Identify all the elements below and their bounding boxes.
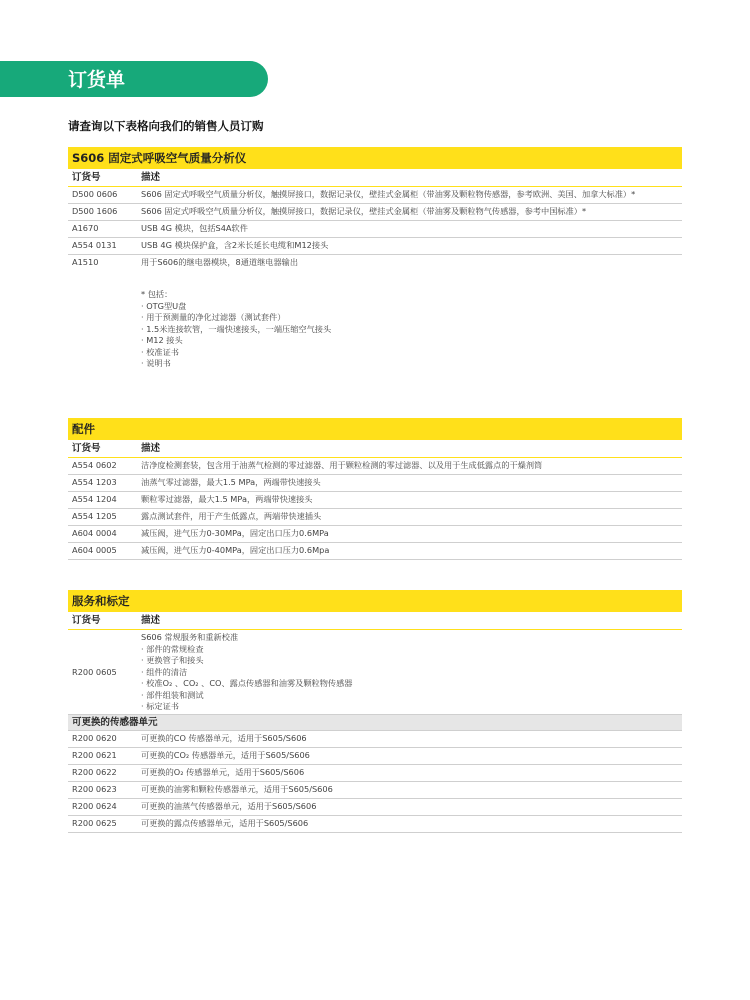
section-accessories — [68, 418, 682, 560]
table-row — [68, 816, 682, 833]
description: 可更换的O₂ 传感器单元，适用于S605/S606 — [141, 766, 305, 777]
order-code: A554 1205 — [72, 511, 117, 521]
description: 减压阀，进气压力0-40MPa，固定出口压力0.6Mpa — [141, 545, 330, 555]
order-code: R200 0623 — [72, 783, 117, 794]
column-description: 描述 — [141, 615, 161, 626]
table-row — [68, 765, 682, 782]
table-row — [68, 458, 682, 475]
service-description — [141, 632, 682, 713]
service-line: S606 常规服务和重新校准 — [141, 632, 239, 642]
description: 可更换的油雾和颗粒传感器单元，适用于S605/S606 — [141, 783, 333, 794]
service-line: · 更换管子和接头 — [141, 655, 204, 665]
column-header — [68, 440, 682, 458]
included-items-note — [68, 289, 682, 370]
note-line: · 1.5米连接软管，一端快速接头，一端压缩空气接头 — [141, 323, 332, 334]
note-line: · OTG型U盘 — [141, 300, 187, 311]
column-header — [68, 612, 682, 630]
column-description: 描述 — [141, 443, 161, 454]
column-code: 订货号 — [72, 443, 101, 454]
note-line: · 说明书 — [141, 358, 171, 368]
column-description: 描述 — [141, 172, 161, 183]
order-code: A554 0131 — [72, 240, 117, 250]
section-title: 服务和标定 — [68, 590, 682, 612]
table-row — [68, 509, 682, 526]
column-code: 订货号 — [72, 615, 101, 626]
description: S606 固定式呼吸空气质量分析仪，触摸屏接口，数据记录仪，壁挂式金属柜（带油雾及颗粒物气传感器，参考中国标准）* — [141, 206, 587, 216]
column-code: 订货号 — [72, 172, 101, 183]
table-row — [68, 731, 682, 748]
table-row — [68, 238, 682, 255]
order-code: A604 0005 — [72, 545, 117, 555]
table-row — [68, 526, 682, 543]
service-line: · 组件的清洁 — [141, 666, 188, 677]
description: 可更换的CO 传感器单元，适用于S605/S606 — [141, 732, 307, 743]
order-code: R200 0605 — [72, 666, 117, 677]
description: USB 4G 模块，包括S4A软件 — [141, 223, 248, 233]
service-line: · 校准O₂ 、CO₂ 、CO、露点传感器和油雾及颗粒物传感器 — [141, 678, 353, 688]
table-row — [68, 630, 682, 715]
table-row — [68, 187, 682, 204]
table-row — [68, 748, 682, 765]
order-code: A554 1204 — [72, 494, 117, 504]
intro-text: 请查询以下表格向我们的销售人员订购 — [68, 119, 264, 133]
description: 减压阀，进气压力0-30MPa，固定出口压力0.6MPa — [141, 528, 329, 538]
description: 可更换的CO₂ 传感器单元，适用于S605/S606 — [141, 749, 310, 760]
note-line: * 包括： — [141, 289, 173, 299]
order-code: A604 0004 — [72, 528, 117, 538]
note-line: · M12 接头 — [141, 335, 183, 345]
column-header — [68, 169, 682, 187]
section-service — [68, 590, 682, 833]
description: 露点测试套件，用于产生低露点，两端带快速插头 — [141, 511, 322, 521]
description: 可更换的油蒸气传感器单元，适用于S605/S606 — [141, 800, 317, 811]
order-code: A554 1203 — [72, 477, 117, 487]
order-code: D500 1606 — [72, 206, 118, 216]
section-title: 配件 — [68, 418, 682, 440]
table-row — [68, 492, 682, 509]
sensor-subheading: 可更换的传感器单元 — [68, 715, 682, 731]
table-row — [68, 255, 682, 271]
table-row — [68, 475, 682, 492]
order-code: R200 0620 — [72, 732, 117, 743]
order-code: R200 0624 — [72, 800, 117, 811]
description: 油蒸气零过滤器，最大1.5 MPa，两端带快速接头 — [141, 477, 321, 487]
table-row — [68, 799, 682, 816]
description: S606 固定式呼吸空气质量分析仪，触摸屏接口，数据记录仪，壁挂式金属柜（带油雾及颗粒物传感器，参考欧洲、美国、加拿大标准）* — [141, 189, 636, 199]
note-line: · 校准证书 — [141, 346, 179, 357]
order-code: R200 0625 — [72, 817, 117, 828]
table-row — [68, 204, 682, 221]
description: USB 4G 模块保护盒，含2米长延长电缆和M12接头 — [141, 240, 329, 250]
table-row — [68, 782, 682, 799]
description: 洁净度检测套装，包含用于油蒸气检测的零过滤器、用于颗粒检测的零过滤器、以及用于生成低露点的干燥剂筒 — [141, 460, 543, 470]
service-line: · 部件的常规检查 — [141, 643, 204, 654]
order-code: R200 0621 — [72, 749, 117, 760]
order-code: D500 0606 — [72, 189, 118, 199]
section-title: S606 固定式呼吸空气质量分析仪 — [68, 147, 682, 169]
service-line: · 部件组装和测试 — [141, 689, 204, 700]
description: 颗粒零过滤器，最大1.5 MPa，两端带快速接头 — [141, 494, 313, 504]
page-title: 订货单 — [68, 69, 126, 91]
description: 可更换的露点传感器单元，适用于S605/S606 — [141, 817, 309, 828]
note-line: · 用于预测量的净化过滤器（测试套件） — [141, 312, 286, 322]
order-code: A554 0602 — [72, 460, 117, 470]
section-analyzer — [68, 147, 682, 370]
order-code: R200 0622 — [72, 766, 117, 777]
table-row — [68, 543, 682, 560]
order-code: A1510 — [72, 257, 99, 267]
table-row — [68, 221, 682, 238]
service-line: · 标定证书 — [141, 701, 179, 711]
description: 用于S606的继电器模块，8通道继电器输出 — [141, 257, 299, 267]
order-code: A1670 — [72, 223, 99, 233]
title-banner — [0, 61, 268, 97]
